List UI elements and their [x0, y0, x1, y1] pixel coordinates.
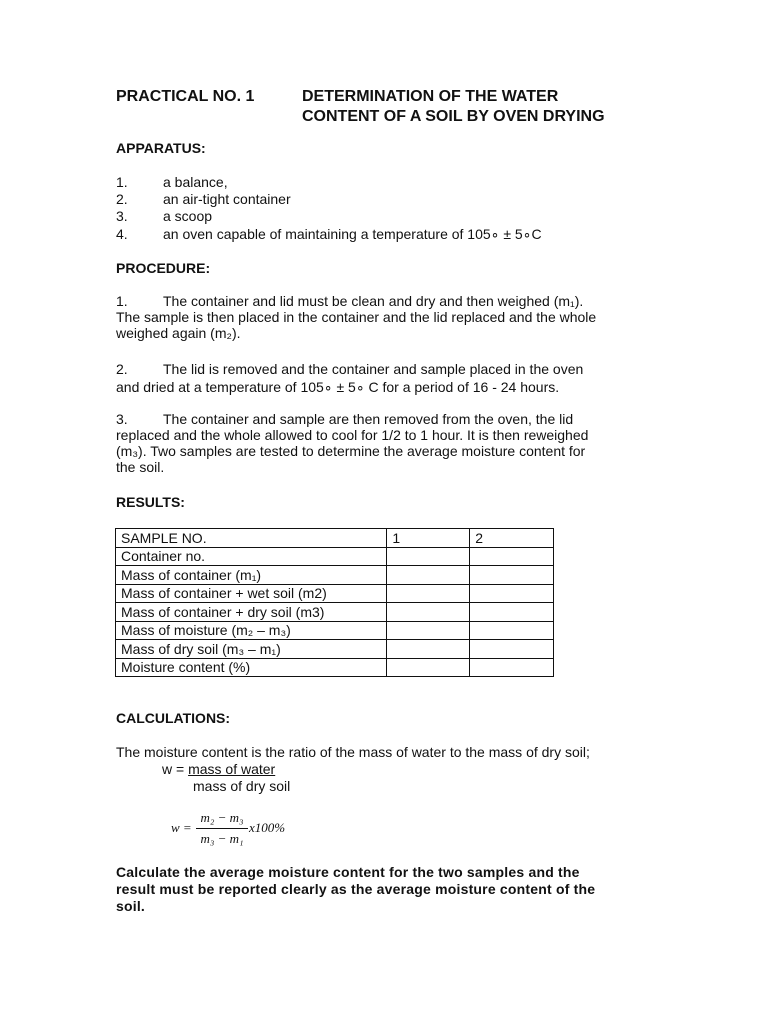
table-cell[interactable]: [387, 640, 470, 659]
table-header-row: [116, 529, 554, 548]
table-cell[interactable]: [387, 603, 470, 622]
row-label: Mass of container + dry soil (m3): [116, 603, 387, 622]
results-heading: RESULTS:: [116, 494, 185, 510]
procedure-step-2: [116, 361, 583, 395]
apparatus-item: [116, 226, 542, 242]
apparatus-item: [116, 208, 212, 224]
results-table: [115, 528, 554, 677]
row-label: Moisture content (%): [116, 658, 387, 677]
step-line: and dried at a temperature of 105∘ ± 5∘ C for a period of 16 - 24 hours.: [116, 379, 560, 395]
step-line: replaced and the whole allowed to cool for 1/2 to 1 hour. It is then reweighed: [116, 427, 589, 443]
w-equals: w =: [162, 761, 189, 777]
header-cell: 1: [387, 529, 470, 548]
row-label: Mass of container + wet soil (m2): [116, 584, 387, 603]
page-title-line-1: DETERMINATION OF THE WATER: [302, 88, 559, 105]
word-numerator: mass of water: [188, 761, 276, 777]
procedure-step-3: [116, 411, 588, 475]
table-cell[interactable]: [387, 584, 470, 603]
item-number: 2.: [116, 191, 128, 207]
conclusion-line: result must be reported clearly as the average moisture content of the: [116, 881, 596, 897]
word-denominator: mass of dry soil: [193, 778, 291, 794]
step-line: The container and sample are then removed from the oven, the lid: [163, 411, 574, 427]
word-equation: [162, 761, 275, 777]
table-cell[interactable]: [470, 566, 554, 585]
step-line: The sample is then placed in the container and the lid replaced and the whole: [116, 309, 597, 325]
table-row: [116, 603, 554, 622]
fraction-bar: [196, 828, 248, 829]
table-cell[interactable]: [470, 584, 554, 603]
step-line: the soil.: [116, 459, 165, 475]
apparatus-item: [116, 191, 291, 207]
item-number: 3.: [116, 208, 128, 224]
step-line: weighed again (m₂).: [116, 325, 241, 341]
step-line: The lid is removed and the container and sample placed in the oven: [163, 361, 584, 377]
row-label: Mass of dry soil (m₃ – m₁): [116, 640, 387, 659]
table-cell[interactable]: [387, 658, 470, 677]
item-text: an air-tight container: [163, 191, 291, 207]
step-line: (m₃). Two samples are tested to determine the average moisture content for: [116, 443, 586, 459]
conclusion: [116, 864, 595, 914]
table-row: [116, 621, 554, 640]
table-cell[interactable]: [470, 547, 554, 566]
table-row: [116, 566, 554, 585]
item-text: a scoop: [163, 208, 213, 224]
procedure-heading: PROCEDURE:: [116, 260, 211, 276]
table-cell[interactable]: [387, 547, 470, 566]
formula-tail: x100%: [249, 820, 286, 835]
apparatus-item: [116, 174, 228, 190]
step-number: 3.: [116, 411, 128, 427]
practical-number: PRACTICAL NO. 1: [116, 88, 255, 105]
item-text: a balance,: [163, 174, 228, 190]
formula-denominator: m₃ − m₁: [200, 831, 244, 846]
conclusion-line: soil.: [116, 898, 146, 914]
table-cell[interactable]: [470, 603, 554, 622]
apparatus-heading: APPARATUS:: [116, 140, 206, 156]
item-number: 1.: [116, 174, 128, 190]
formula-lhs: w =: [171, 820, 192, 835]
row-label: Container no.: [116, 547, 387, 566]
item-number: 4.: [116, 226, 128, 242]
table-cell[interactable]: [470, 621, 554, 640]
table-row: [116, 547, 554, 566]
page-title-line-2: CONTENT OF A SOIL BY OVEN DRYING: [302, 108, 605, 125]
step-line: The container and lid must be clean and dry and then weighed (m₁).: [163, 293, 584, 309]
row-label: Mass of container (m₁): [116, 566, 387, 585]
header-cell: 2: [470, 529, 554, 548]
row-label: Mass of moisture (m₂ – m₃): [116, 621, 387, 640]
table-row: [116, 640, 554, 659]
table-cell[interactable]: [470, 658, 554, 677]
conclusion-line: Calculate the average moisture content for the two samples and the: [116, 864, 580, 880]
item-text: an oven capable of maintaining a temperature of 105∘ ± 5∘C: [163, 226, 542, 242]
table-cell[interactable]: [387, 566, 470, 585]
table-cell[interactable]: [470, 640, 554, 659]
procedure-step-1: [116, 293, 596, 341]
table-cell[interactable]: [387, 621, 470, 640]
formula-numerator: m₂ − m₃: [200, 810, 244, 825]
step-number: 2.: [116, 361, 128, 377]
header-cell: SAMPLE NO.: [116, 529, 387, 548]
calculations-intro: The moisture content is the ratio of the mass of water to the mass of dry soil;: [116, 744, 590, 760]
calculations-heading: CALCULATIONS:: [116, 710, 231, 726]
table-row: [116, 584, 554, 603]
table-row: [116, 658, 554, 677]
step-number: 1.: [116, 293, 128, 309]
